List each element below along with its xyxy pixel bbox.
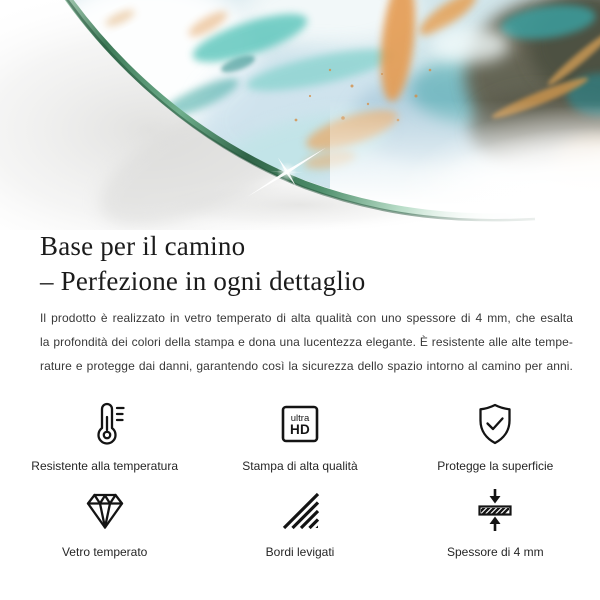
feature-label: Bordi levigati <box>265 545 335 559</box>
description-line: Il prodotto è realizzato in vetro temperato di alta qualità con uno spessore di 4 mm, che esalta <box>40 311 573 325</box>
feature-polished-edges <box>202 485 397 559</box>
thickness-icon <box>471 485 519 535</box>
ultra-hd-icon-text-top: ultra <box>290 413 310 424</box>
product-photo <box>0 0 600 230</box>
feature-label: Vetro temperato <box>61 545 148 559</box>
feature-label: Protegge la superficie <box>437 459 554 473</box>
page-title <box>40 229 580 299</box>
diamond-icon <box>81 485 129 535</box>
feature-tempered-glass <box>7 485 202 559</box>
feature-label: Spessore di 4 mm <box>446 545 544 559</box>
glass-panel-image <box>0 0 600 230</box>
feature-thickness <box>398 485 593 559</box>
shield-check-icon <box>471 399 519 449</box>
description-line: la profondità dei colori della stampa e dona una lucentezza elegante. È resistente alle alte tempe- <box>40 335 573 349</box>
feature-print-quality <box>202 399 397 473</box>
page-title-line1: Base per il camino <box>40 231 246 261</box>
thermometer-icon <box>81 399 129 449</box>
product-description <box>40 306 573 378</box>
feature-surface-protection <box>398 399 593 473</box>
ultra-hd-icon-text-bottom: HD <box>289 422 311 437</box>
feature-label: Stampa di alta qualità <box>242 459 358 473</box>
page-title-line2: – Perfezione in ogni dettaglio <box>40 266 366 296</box>
polished-edges-icon <box>276 485 324 535</box>
ultra-hd-icon <box>276 399 324 449</box>
feature-temperature <box>7 399 202 473</box>
description-line: rature e protegge dai danni, garantendo così la sicurezza dello spazio intorno al camino per anni. <box>40 359 573 373</box>
feature-label: Resistente alla temperatura <box>31 459 179 473</box>
feature-grid <box>7 399 593 559</box>
